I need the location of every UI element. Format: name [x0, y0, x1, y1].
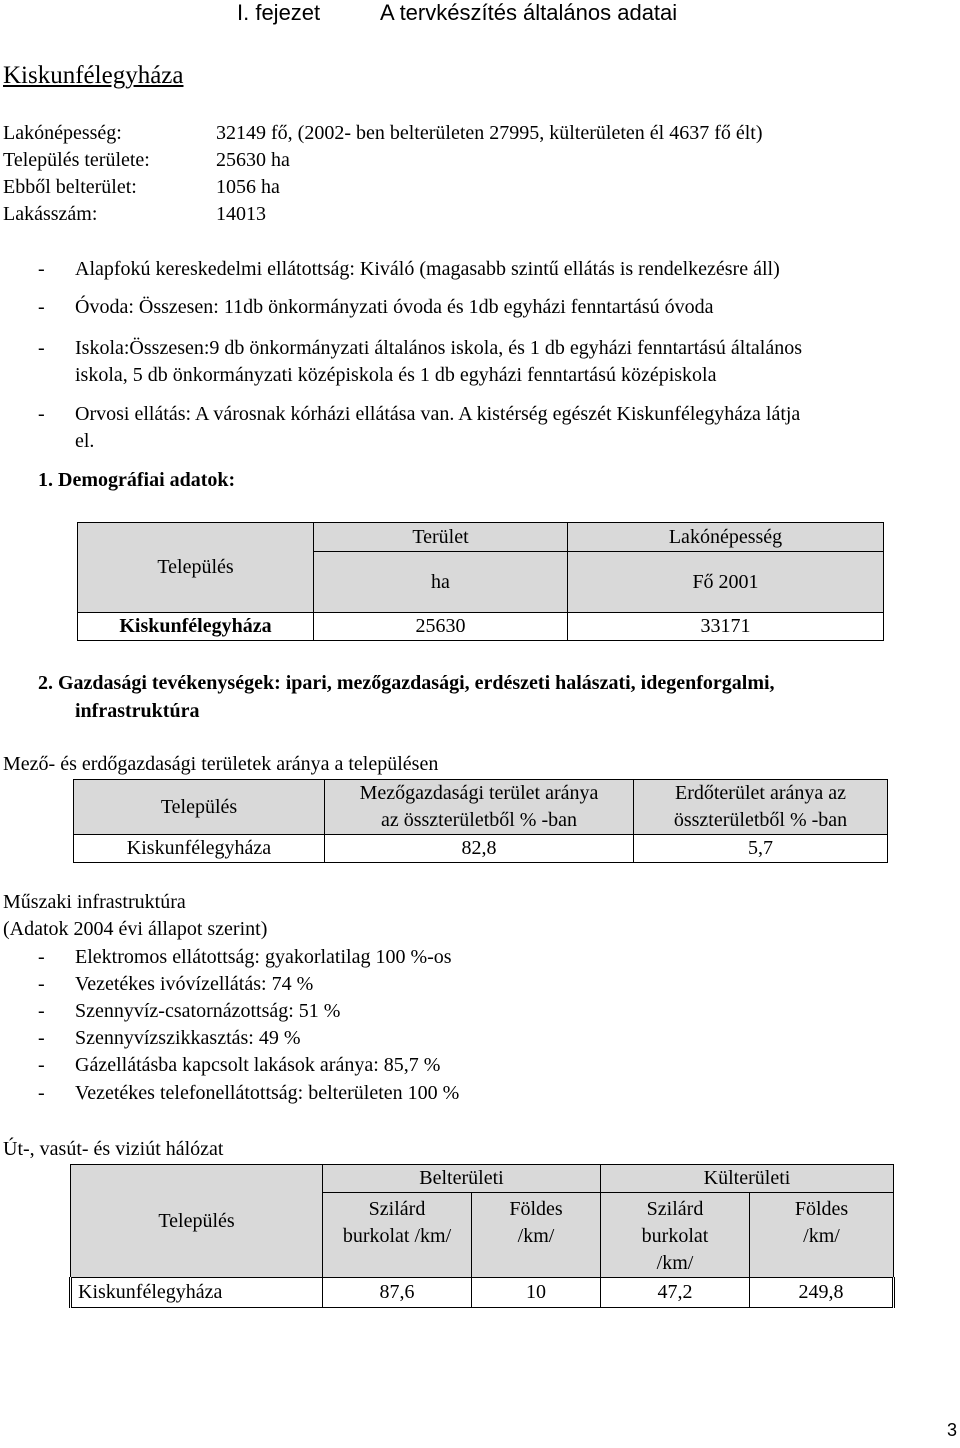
header-forest-line2: összterületből % -ban	[673, 809, 848, 831]
cell-outer-solid: 47,2	[601, 1278, 750, 1308]
infra-title: Műszaki infrastruktúra	[3, 891, 186, 913]
service-text: Iskola:Összesen:9 db önkormányzati általános iskola, és 1 db egyházi fenntartású általános	[75, 337, 803, 359]
landuse-table	[73, 779, 888, 863]
fact-value: 32149 fő, (2002- ben belterületen 27995, külterületen él 4637 fő élt)	[216, 122, 763, 144]
header-settlement: Település	[78, 523, 314, 613]
header-outer: Külterületi	[601, 1165, 894, 1193]
infra-text: Szennyvíz-csatornázottság: 51 %	[75, 1000, 341, 1022]
header-line: Földes	[794, 1198, 849, 1220]
demography-table	[77, 522, 884, 641]
header-line: Szilárd	[368, 1198, 426, 1220]
header-line: /km/	[656, 1252, 694, 1274]
header-inner-solid	[323, 1193, 472, 1278]
infra-subtitle: (Adatok 2004 évi állapot szerint)	[3, 918, 268, 940]
header-line: burkolat /km/	[342, 1225, 452, 1247]
infra-text: Gázellátásba kapcsolt lakások aránya: 85,7 %	[75, 1054, 441, 1076]
infra-text: Vezetékes ivóvízellátás: 74 %	[75, 973, 314, 995]
service-text: Orvosi ellátás: A városnak kórházi ellátása van. A kistérség egészét Kiskunfélegyháza látja	[75, 403, 801, 425]
cell-area: 25630	[314, 613, 568, 641]
header-line: /km/	[517, 1225, 555, 1247]
header-settlement: Település	[71, 1165, 323, 1278]
header-inner: Belterületi	[323, 1165, 601, 1193]
city-title: Kiskunfélegyháza	[3, 62, 184, 89]
header-area: Terület	[314, 523, 568, 552]
unit-population: Fő 2001	[568, 552, 884, 613]
header-outer-dirt	[750, 1193, 894, 1278]
header-forest-line1: Erdőterület aránya az	[674, 782, 846, 804]
cell-settlement: Kiskunfélegyháza	[78, 613, 314, 641]
table-row	[71, 1278, 894, 1308]
roads-title: Út-, vasút- és viziút hálózat	[3, 1138, 224, 1160]
fact-value: 14013	[216, 203, 266, 225]
cell-population: 33171	[568, 613, 884, 641]
cell-settlement: Kiskunfélegyháza	[71, 1278, 323, 1308]
fact-key: Település területe:	[3, 149, 150, 171]
header-line: Földes	[509, 1198, 563, 1220]
section-heading-economy-cont: infrastruktúra	[75, 700, 200, 722]
table-row	[78, 613, 884, 641]
header-outer-solid	[601, 1193, 750, 1278]
header-forest	[634, 780, 888, 835]
header-agri	[325, 780, 634, 835]
header-line: burkolat	[641, 1225, 709, 1247]
service-text: Óvoda: Összesen: 11db önkormányzati óvoda és 1db egyházi fenntartású óvoda	[75, 296, 714, 318]
fact-value: 1056 ha	[216, 176, 280, 198]
cell-settlement: Kiskunfélegyháza	[74, 835, 325, 863]
cell-inner-dirt: 10	[472, 1278, 601, 1308]
chapter-title: A tervkészítés általános adatai	[380, 0, 678, 25]
header-agri-line2: az összterületből % -ban	[380, 809, 578, 831]
header-line: /km/	[803, 1225, 840, 1247]
fact-key: Lakónépesség:	[3, 122, 122, 144]
cell-agri: 82,8	[325, 835, 634, 863]
cell-inner-solid: 87,6	[323, 1278, 472, 1308]
service-text-continued: el.	[75, 430, 95, 452]
roads-table	[69, 1164, 895, 1308]
infra-text: Elektromos ellátottság: gyakorlatilag 100 %-os	[75, 946, 452, 968]
chapter-label: I. fejezet	[237, 0, 321, 25]
fact-value: 25630 ha	[216, 149, 290, 171]
unit-area: ha	[314, 552, 568, 613]
fact-key: Ebből belterület:	[3, 176, 137, 198]
section-heading-demography: 1. Demográfiai adatok:	[38, 469, 236, 491]
cell-outer-dirt: 249,8	[750, 1278, 894, 1308]
header-population: Lakónépesség	[568, 523, 884, 552]
infra-text: Vezetékes telefonellátottság: belterületen 100 %	[75, 1082, 460, 1104]
infra-text: Szennyvízszikkasztás: 49 %	[75, 1027, 301, 1049]
page-number: 3	[946, 1420, 957, 1440]
header-agri-line1: Mezőgazdasági terület aránya	[359, 782, 599, 804]
service-text: Alapfokú kereskedelmi ellátottság: Kiváló (magasabb szintű ellátás is rendelkezésre áll)	[75, 258, 780, 280]
section-heading-economy: 2. Gazdasági tevékenységek: ipari, mezőgazdasági, erdészeti halászati, idegenforgalmi,	[38, 672, 775, 694]
service-text-continued: iskola, 5 db önkormányzati középiskola és 1 db egyházi fenntartású középiskola	[75, 364, 717, 386]
fact-key: Lakásszám:	[3, 203, 98, 225]
cell-forest: 5,7	[634, 835, 888, 863]
table-row	[74, 835, 888, 863]
header-inner-dirt	[472, 1193, 601, 1278]
header-line: Szilárd	[646, 1198, 704, 1220]
landuse-title: Mező- és erdőgazdasági területek aránya a településen	[3, 753, 439, 775]
header-settlement: Település	[74, 780, 325, 835]
